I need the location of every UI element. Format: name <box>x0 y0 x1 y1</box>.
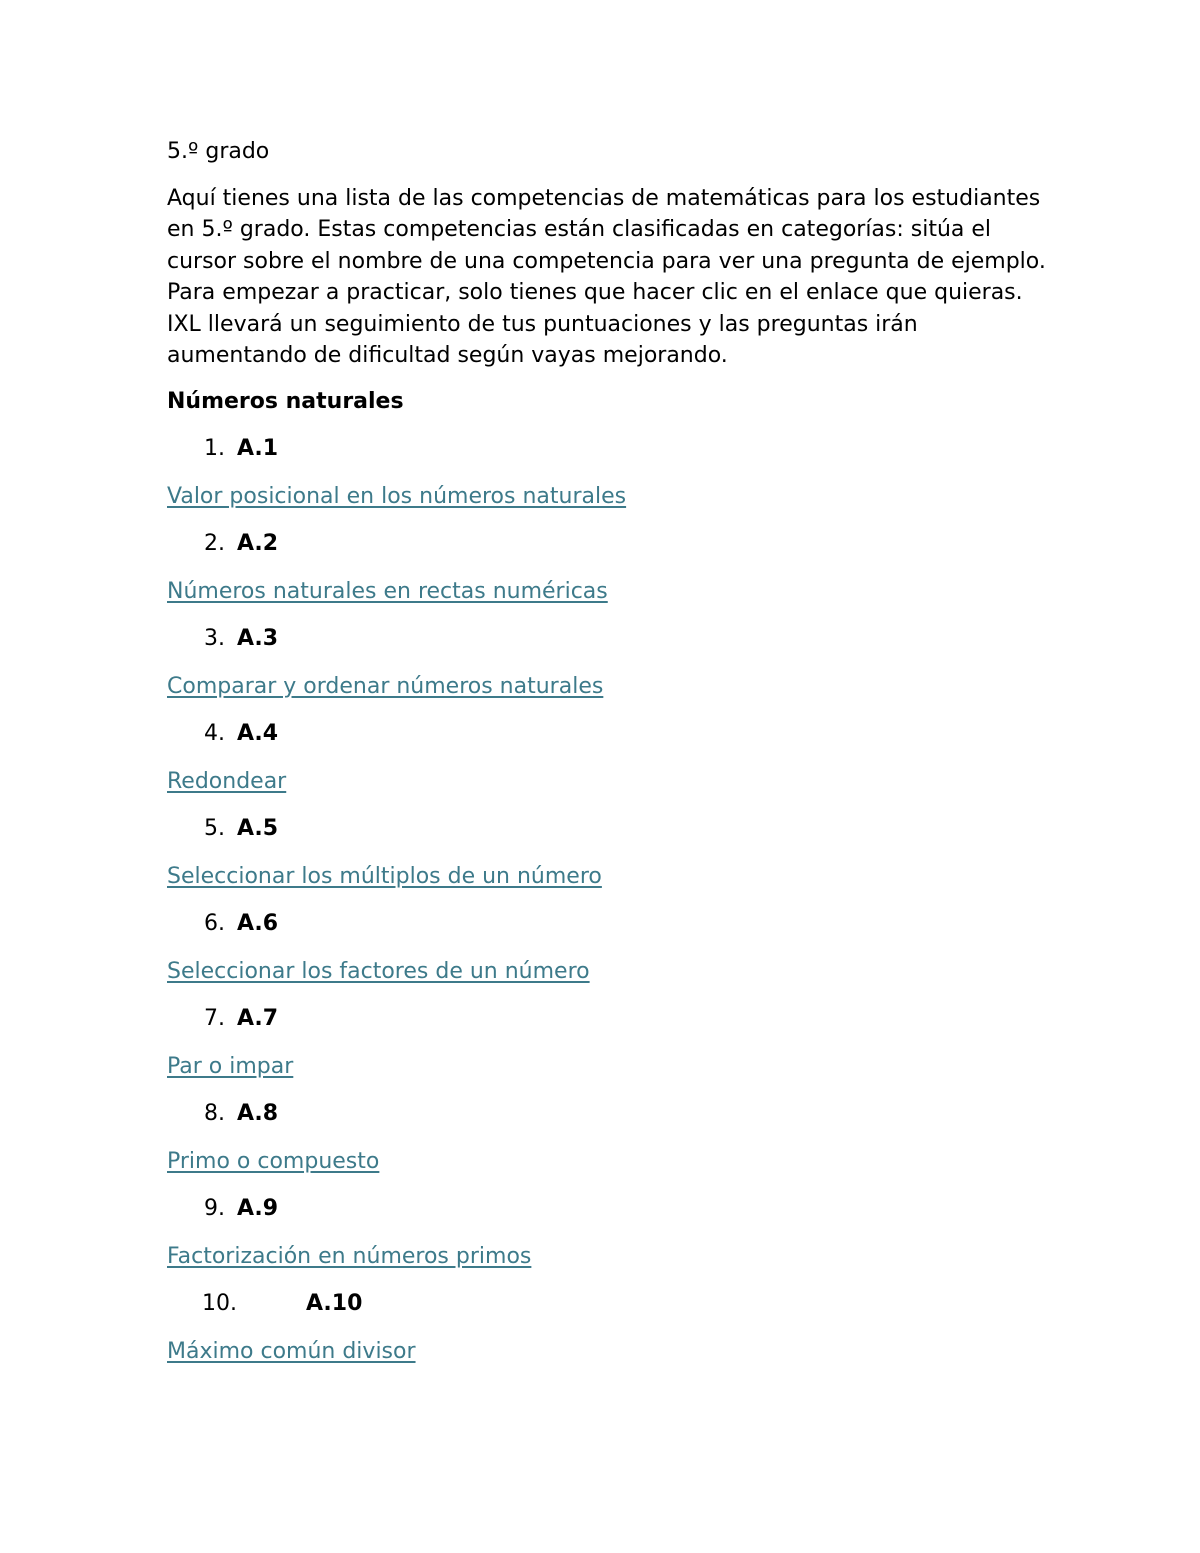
skill-item <box>167 433 1047 512</box>
section-title: Números naturales <box>167 388 404 414</box>
skill-number: 8. <box>204 1101 225 1126</box>
skill-number: 10. <box>202 1291 237 1316</box>
skill-code-row <box>167 623 1047 655</box>
skill-number: 3. <box>204 626 225 651</box>
skill-code-row <box>167 813 1047 845</box>
skill-link[interactable]: Máximo común divisor <box>167 1338 416 1364</box>
skill-code: A.2 <box>237 531 279 556</box>
skill-link[interactable]: Factorización en números primos <box>167 1243 532 1269</box>
skill-number: 9. <box>204 1196 225 1221</box>
skill-link[interactable]: Seleccionar los factores de un número <box>167 958 590 984</box>
skill-code-row <box>167 1098 1047 1130</box>
skill-number: 1. <box>204 436 225 461</box>
skill-link[interactable]: Primo o compuesto <box>167 1148 380 1174</box>
skill-code-row <box>167 1003 1047 1035</box>
skill-code-row <box>167 1193 1047 1225</box>
skill-link[interactable]: Comparar y ordenar números naturales <box>167 673 604 699</box>
skill-code: A.8 <box>237 1101 279 1126</box>
skill-item <box>167 908 1047 987</box>
skill-code: A.3 <box>237 626 279 651</box>
skill-number: 4. <box>204 721 225 746</box>
skill-code: A.10 <box>306 1291 363 1316</box>
skill-code-row <box>167 1288 1047 1320</box>
skill-link-row <box>167 1146 1047 1178</box>
skill-code-row <box>167 718 1047 750</box>
intro-paragraph: Aquí tienes una lista de las competencias de matemáticas para los estudiantes en 5.º grado. Estas competencias están clasificadas en categorías: sitúa el cursor sobre el nombre de una competencia para ver una pregunta de ejemplo. Para empezar a practicar, solo tienes que hacer clic en el enlace que quieras. IXL llevará un seguimiento de tus puntuaciones y las preguntas irán aumentando de dificultad según vayas mejorando. <box>167 185 1046 368</box>
skill-item <box>167 813 1047 892</box>
skill-link-row <box>167 481 1047 513</box>
skill-link[interactable]: Valor posicional en los números naturales <box>167 483 627 509</box>
skill-number: 7. <box>204 1006 225 1031</box>
skill-number: 6. <box>204 911 225 936</box>
skill-link-row <box>167 766 1047 798</box>
skill-code: A.4 <box>237 721 279 746</box>
skill-link-row <box>167 576 1047 608</box>
skill-link-row <box>167 1241 1047 1273</box>
skill-code-row <box>167 528 1047 560</box>
skill-code-row <box>167 433 1047 465</box>
skill-item <box>167 623 1047 702</box>
skill-item <box>167 1098 1047 1177</box>
skill-link-row <box>167 1336 1047 1368</box>
skill-link-row <box>167 1051 1047 1083</box>
skill-code: A.7 <box>237 1006 279 1031</box>
skill-link-row <box>167 671 1047 703</box>
skill-code: A.6 <box>237 911 279 936</box>
skill-code: A.9 <box>237 1196 279 1221</box>
skill-link[interactable]: Números naturales en rectas numéricas <box>167 578 608 604</box>
skill-number: 2. <box>204 531 225 556</box>
document-page <box>167 136 1047 1383</box>
skill-link[interactable]: Seleccionar los múltiplos de un número <box>167 863 602 889</box>
skill-item <box>167 1003 1047 1082</box>
skill-item <box>167 718 1047 797</box>
skill-list <box>167 433 1047 1367</box>
skill-code-row <box>167 908 1047 940</box>
skill-number: 5. <box>204 816 225 841</box>
skill-item <box>167 528 1047 607</box>
grade-title: 5.º grado <box>167 139 270 164</box>
skill-code: A.1 <box>237 436 279 461</box>
skill-link[interactable]: Par o impar <box>167 1053 294 1079</box>
skill-code: A.5 <box>237 816 279 841</box>
skill-item <box>167 1288 1047 1367</box>
skill-link-row <box>167 956 1047 988</box>
skill-link[interactable]: Redondear <box>167 768 287 794</box>
skill-link-row <box>167 861 1047 893</box>
skill-item <box>167 1193 1047 1272</box>
